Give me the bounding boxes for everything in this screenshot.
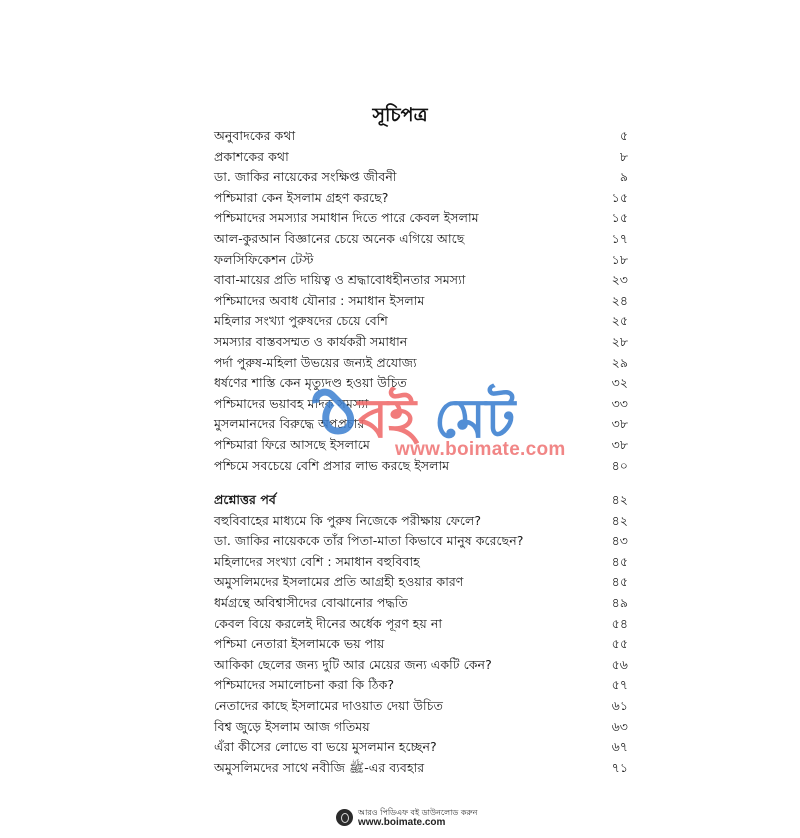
svg-text:বই: বই bbox=[358, 387, 417, 447]
toc-page-number: ৫ bbox=[619, 128, 628, 143]
toc-entry-title: অমুসলিমদের ইসলামের প্রতি আগ্রহী হওয়ার কারণ bbox=[214, 574, 464, 590]
toc-entry-title: অমুসলিমদের সাথে নবীজি ﷺ-এর ব্যবহার bbox=[214, 759, 425, 775]
toc-page-number: ৬১ bbox=[611, 698, 628, 714]
toc-entry[interactable] bbox=[214, 291, 628, 312]
toc-entry[interactable] bbox=[214, 229, 628, 250]
toc-entry[interactable] bbox=[214, 311, 628, 332]
toc-page-number: ৩২ bbox=[611, 375, 628, 391]
toc-entry-title: মুসলমানদের বিরুদ্ধে অপপ্রচার bbox=[214, 416, 365, 432]
toc-page-number: ৯ bbox=[619, 169, 628, 185]
toc-entry[interactable] bbox=[214, 634, 628, 655]
toc-page-number: ৪৩ bbox=[611, 533, 628, 549]
svg-text:মেট: মেট bbox=[434, 387, 516, 447]
toc-entry[interactable] bbox=[214, 208, 628, 229]
toc-page-number: ৫৪ bbox=[611, 615, 628, 631]
toc-page-number: ১৫ bbox=[611, 210, 628, 226]
toc-entry[interactable] bbox=[214, 126, 628, 147]
toc-entry-title: ডা. জাকির নায়েকের সংক্ষিপ্ত জীবনী bbox=[214, 169, 397, 185]
toc-entry-title: মহিলার সংখ্যা পুরুষদের চেয়ে বেশি bbox=[214, 313, 388, 329]
toc-page-number: ৪২ bbox=[611, 512, 628, 528]
toc-entry[interactable] bbox=[214, 414, 628, 435]
toc-entry-title: অনুবাদকের কথা bbox=[214, 128, 296, 143]
toc-entry[interactable] bbox=[214, 655, 628, 676]
toc-entry-title: বহুবিবাহের মাধ্যমে কি পুরুষ নিজেকে পরীক্ষায় ফেলে? bbox=[214, 512, 482, 528]
toc-entry-title: প্রকাশকের কথা bbox=[214, 148, 289, 164]
toc-entry[interactable] bbox=[214, 435, 628, 456]
toc-page-number: ৫৬ bbox=[611, 656, 628, 672]
toc-entry[interactable] bbox=[214, 167, 628, 188]
toc-entry-title: পশ্চিমারা ফিরে আসছে ইসলামে bbox=[214, 436, 370, 452]
toc-entry[interactable] bbox=[214, 593, 628, 614]
toc-entry[interactable] bbox=[214, 675, 628, 696]
toc-page-number: ১৭ bbox=[611, 230, 628, 246]
footer-tagline: আরও পিডিএফ বই ডাউনলোড করুন bbox=[358, 808, 478, 817]
toc-entry-title: ফলসিফিকেশন টেস্ট bbox=[214, 251, 314, 267]
toc-page-number: ৫৫ bbox=[611, 636, 628, 652]
toc-page-number: ৭১ bbox=[611, 759, 628, 775]
toc-page-number: ৮ bbox=[619, 148, 628, 164]
toc-entry[interactable] bbox=[214, 696, 628, 717]
boimate-logo-icon bbox=[336, 809, 353, 826]
toc-page-number: ২৩ bbox=[611, 272, 628, 288]
toc-entry-title: বিশ্ব জুড়ে ইসলাম আজ গতিময় bbox=[214, 718, 370, 734]
toc-entry-title: পশ্চিমে সবচেয়ে বেশি প্রসার লাভ করছে ইসলাম bbox=[214, 457, 450, 473]
toc-entry-title: ধর্মগ্রন্থে অবিশ্বাসীদের বোঝানোর পদ্ধতি bbox=[214, 595, 408, 611]
toc-page-number: ৪৫ bbox=[611, 574, 628, 590]
toc-entry[interactable] bbox=[214, 147, 628, 168]
toc-section-heading[interactable] bbox=[214, 490, 628, 511]
toc-entry[interactable] bbox=[214, 353, 628, 374]
toc-page-number: ১৮ bbox=[611, 251, 628, 267]
toc-entry[interactable] bbox=[214, 511, 628, 532]
table-of-contents bbox=[214, 126, 628, 778]
watermark-url: www.boimate.com bbox=[395, 439, 566, 460]
toc-entry-title: পশ্চিমাদের ভয়াবহ মাদক সমস্যা bbox=[214, 395, 369, 411]
toc-page-number: ২৮ bbox=[611, 333, 628, 349]
toc-entry-title: পশ্চিমা নেতারা ইসলামকে ভয় পায় bbox=[214, 636, 385, 652]
toc-page-number: ২৪ bbox=[611, 292, 628, 308]
toc-entry-title: এঁরা কীসের লোভে বা ভয়ে মুসলমান হচ্ছেন? bbox=[214, 739, 437, 755]
toc-page-number: ৪২ bbox=[611, 492, 628, 508]
toc-entry-title: পশ্চিমাদের সমালোচনা করা কি ঠিক? bbox=[214, 677, 395, 693]
toc-page-number: ৬৭ bbox=[611, 739, 628, 755]
toc-entry[interactable] bbox=[214, 456, 628, 477]
toc-page-number: ১৫ bbox=[611, 189, 628, 205]
toc-entry-title: নেতাদের কাছে ইসলামের দাওয়াত দেয়া উচিত bbox=[214, 698, 443, 714]
toc-entry-title: আকিকা ছেলের জন্য দুটি আর মেয়ের জন্য একটি কেন? bbox=[214, 656, 492, 672]
toc-page-number: ৬৩ bbox=[611, 718, 628, 734]
toc-entry-title: পশ্চিমাদের সমস্যার সমাধান দিতে পারে কেবল ইসলাম bbox=[214, 210, 479, 226]
page-title: সূচিপত্র bbox=[372, 104, 428, 126]
toc-entry-title: মহিলাদের সংখ্যা বেশি : সমাধান বহুবিবাহ bbox=[214, 553, 420, 569]
toc-page-number: ২৯ bbox=[611, 354, 628, 370]
toc-entry[interactable] bbox=[214, 332, 628, 353]
section-gap bbox=[214, 476, 628, 490]
toc-entry[interactable] bbox=[214, 717, 628, 738]
toc-page-number: ৪৫ bbox=[611, 553, 628, 569]
toc-entry[interactable] bbox=[214, 572, 628, 593]
toc-page-number: ৩৮ bbox=[611, 416, 628, 432]
toc-entry-title: ধর্ষণের শাস্তি কেন মৃত্যুদণ্ড হওয়া উচিত bbox=[214, 375, 407, 391]
toc-page-number: ২৫ bbox=[611, 313, 628, 329]
toc-entry[interactable] bbox=[214, 188, 628, 209]
toc-page-number: ৩৩ bbox=[611, 395, 628, 411]
toc-entry[interactable] bbox=[214, 552, 628, 573]
toc-entry-title: আল-কুরআন বিজ্ঞানের চেয়ে অনেক এগিয়ে আছে bbox=[214, 230, 465, 246]
toc-entry-title: ডা. জাকির নায়েককে তাঁর পিতা-মাতা কিভাবে মানুষ করেছেন? bbox=[214, 533, 524, 549]
toc-entry-title: সমস্যার বাস্তবসম্মত ও কার্যকরী সমাধান bbox=[214, 333, 408, 349]
toc-entry[interactable] bbox=[214, 394, 628, 415]
toc-page-number: ৩৮ bbox=[611, 436, 628, 452]
footer-branding bbox=[336, 805, 476, 831]
toc-heading-label: প্রশ্নোত্তর পর্ব bbox=[214, 492, 276, 508]
toc-entry-title: বাবা-মায়ের প্রতি দায়িত্ব ও শ্রদ্ধাবোধহীনতার সমস্যা bbox=[214, 272, 466, 288]
footer-url[interactable]: www.boimate.com bbox=[358, 817, 446, 828]
toc-entry-title: পশ্চিমাদের অবাধ যৌনার : সমাধান ইসলাম bbox=[214, 292, 425, 308]
toc-entry[interactable] bbox=[214, 373, 628, 394]
toc-entry-title: পর্দা পুরুষ-মহিলা উভয়ের জন্যই প্রযোজ্য bbox=[214, 354, 417, 370]
toc-entry-title: কেবল বিয়ে করলেই দীনের অর্ধেক পূরণ হয় না bbox=[214, 615, 443, 631]
toc-entry[interactable] bbox=[214, 531, 628, 552]
toc-entry[interactable] bbox=[214, 614, 628, 635]
toc-entry[interactable] bbox=[214, 737, 628, 758]
toc-entry[interactable] bbox=[214, 270, 628, 291]
toc-entry[interactable] bbox=[214, 250, 628, 271]
toc-page-number: ৪৯ bbox=[611, 595, 628, 611]
toc-page-number: ৫৭ bbox=[611, 677, 628, 693]
toc-entry[interactable] bbox=[214, 758, 628, 779]
toc-page-number: ৪০ bbox=[611, 457, 628, 473]
toc-entry-title: পশ্চিমারা কেন ইসলাম গ্রহণ করছে? bbox=[214, 189, 389, 205]
